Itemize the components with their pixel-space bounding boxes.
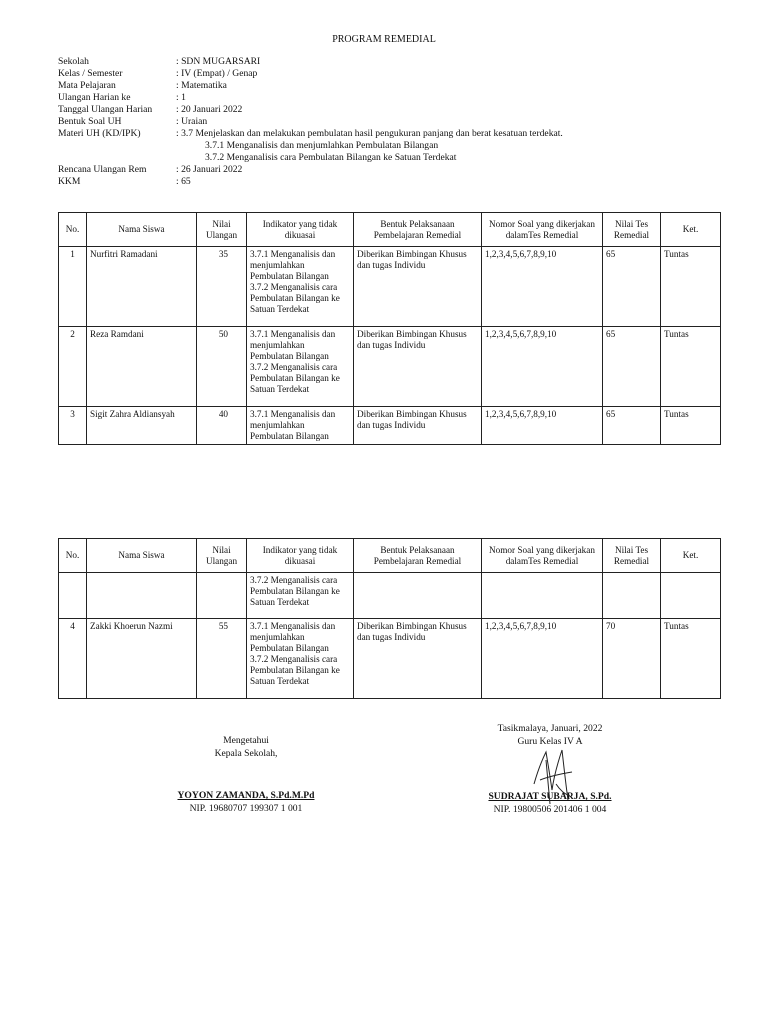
remedial-table-2 [58, 538, 721, 699]
header-bentuk: Bentuk Pelaksanaan Pembelajaran Remedial [354, 213, 482, 247]
signature-block-headmaster [166, 734, 326, 815]
sig-left-line1: Mengetahui [223, 735, 269, 746]
info-row-materi: Materi UH (KD/IPK) : 3.7 Menjelaskan dan melakukan pembulatan hasil pengukuran panjang dan berat kesatuan terdekat. [58, 128, 563, 139]
sig-right-name: SUDRAJAT SUBARJA, S.Pd. [488, 791, 612, 802]
table-row: 3.7.2 Menganalisis cara Pembulatan Bilangan ke Satuan Terdekat [59, 573, 721, 619]
table-header-row [59, 539, 721, 573]
sig-right-line1: Tasikmalaya, Januari, 2022 [497, 723, 603, 734]
info-sub-1: 3.7.1 Menganalisis dan menjumlahkan Pembulatan Bilangan [205, 140, 439, 151]
header-ket: Ket. [661, 539, 721, 573]
table-row: 1 Nurfitri Ramadani 35 3.7.1 Menganalisis dan menjumlahkan Pembulatan Bilangan 3.7.2 Menganalisis cara Pembulatan Bilangan ke Satuan Terdekat Diberikan Bimbingan Khusus dan tugas Individu 1,2,3,4,5,6,7,8,9,10 65 Tuntas [59, 247, 721, 327]
header-nama: Nama Siswa [87, 213, 197, 247]
header-ket: Ket. [661, 213, 721, 247]
info-row-tanggal: Tanggal Ulangan Harian : 20 Januari 2022 [58, 104, 243, 115]
sig-left-nip: NIP. 19680707 199307 1 001 [189, 803, 303, 814]
info-row-rencana: Rencana Ulangan Rem : 26 Januari 2022 [58, 164, 243, 175]
header-nomor: Nomor Soal yang dikerjakan dalamTes Remedial [482, 539, 603, 573]
sig-right-nip: NIP. 19800506 201406 1 004 [493, 804, 607, 815]
document-title: PROGRAM REMEDIAL [332, 34, 436, 45]
info-row-kkm: KKM : 65 [58, 176, 191, 187]
remedial-table-1 [58, 212, 721, 445]
header-nama: Nama Siswa [87, 539, 197, 573]
info-row-mapel: Mata Pelajaran : Matematika [58, 80, 227, 91]
table-row: 3 Sigit Zahra Aldiansyah 40 3.7.1 Menganalisis dan menjumlahkan Pembulatan Bilangan Diberikan Bimbingan Khusus dan tugas Individu 1,2,3,4,5,6,7,8,9,10 65 Tuntas [59, 407, 721, 445]
info-row-bentuk: Bentuk Soal UH : Uraian [58, 116, 208, 127]
header-nilai: Nilai Ulangan [197, 539, 247, 573]
header-tes: Nilai Tes Remedial [603, 213, 661, 247]
info-row-sekolah: Sekolah : SDN MUGARSARI [58, 56, 261, 67]
sig-right-line2: Guru Kelas IV A [517, 736, 583, 747]
info-block [58, 56, 738, 188]
info-row-kelas: Kelas / Semester : IV (Empat) / Genap [58, 68, 258, 79]
table-header-row [59, 213, 721, 247]
header-no: No. [59, 539, 87, 573]
info-row-ulangan: Ulangan Harian ke : 1 [58, 92, 186, 103]
info-sub-2: 3.7.2 Menganalisis cara Pembulatan Bilangan ke Satuan Terdekat [205, 152, 457, 163]
sig-left-name: YOYON ZAMANDA, S.Pd.M.Pd [177, 790, 315, 801]
header-tes: Nilai Tes Remedial [603, 539, 661, 573]
header-indikator: Indikator yang tidak dikuasai [247, 213, 354, 247]
header-no: No. [59, 213, 87, 247]
header-nomor: Nomor Soal yang dikerjakan dalamTes Remedial [482, 213, 603, 247]
table-row: 2 Reza Ramdani 50 3.7.1 Menganalisis dan menjumlahkan Pembulatan Bilangan 3.7.2 Menganalisis cara Pembulatan Bilangan ke Satuan Terdekat Diberikan Bimbingan Khusus dan tugas Individu 1,2,3,4,5,6,7,8,9,10 65 Tuntas [59, 327, 721, 407]
table-row: 4 Zakki Khoerun Nazmi 55 3.7.1 Menganalisis dan menjumlahkan Pembulatan Bilangan 3.7.2 Menganalisis cara Pembulatan Bilangan ke Satuan Terdekat Diberikan Bimbingan Khusus dan tugas Individu 1,2,3,4,5,6,7,8,9,10 70 Tuntas [59, 619, 721, 699]
header-bentuk: Bentuk Pelaksanaan Pembelajaran Remedial [354, 539, 482, 573]
sig-left-line2: Kepala Sekolah, [214, 748, 278, 759]
header-indikator: Indikator yang tidak dikuasai [247, 539, 354, 573]
handwritten-signature [520, 740, 590, 810]
header-nilai: Nilai Ulangan [197, 213, 247, 247]
